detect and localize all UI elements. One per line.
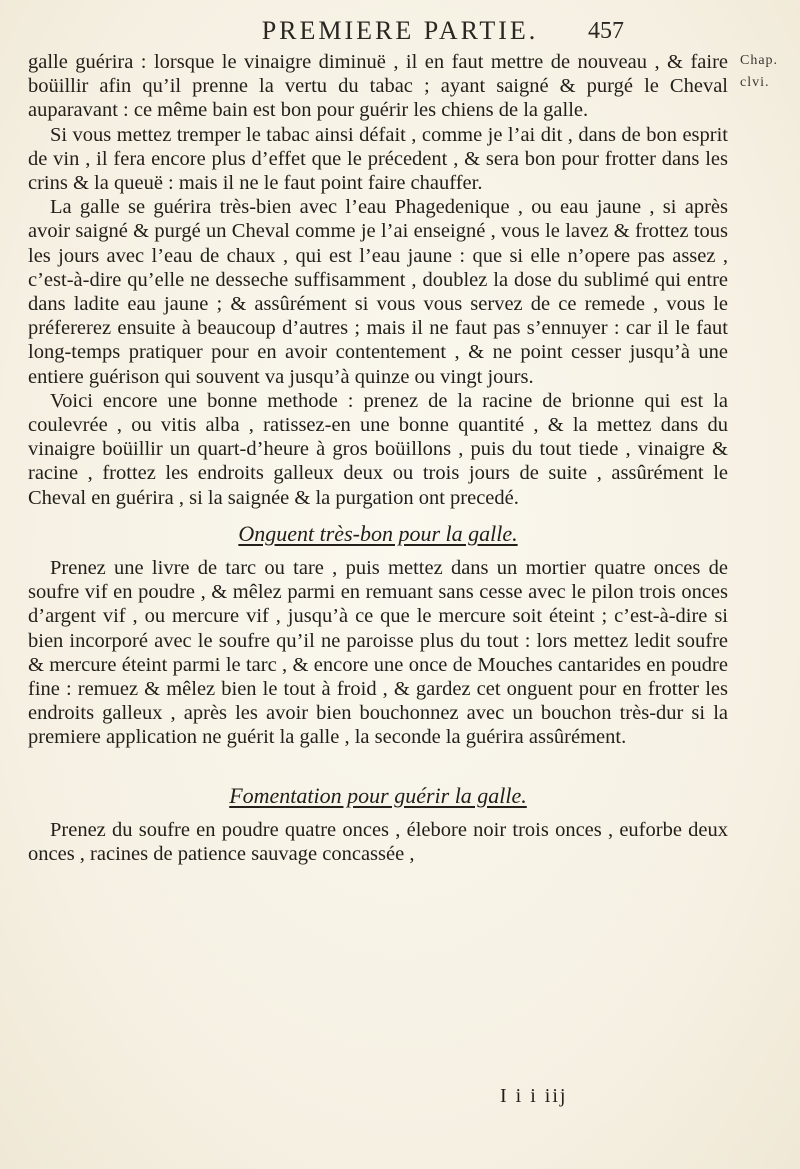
section-heading-fomentation <box>28 784 728 808</box>
running-title: PREMIERE PARTIE. <box>261 16 539 45</box>
margin-chapter-number: clvi. <box>740 75 770 90</box>
page-body <box>28 50 728 866</box>
section-spacer <box>28 750 728 772</box>
section-heading-fomentation-text: Fomentation pour guérir la galle. <box>229 782 527 808</box>
running-head <box>140 16 660 46</box>
paragraph-onguent: Prenez une livre de tarc ou tare , puis mettez dans un mortier quatre onces de soufre vif en poudre , & mêlez parmi en remuant sans cesse avec le pilon trois onces d’argent vif , ou mercure vif , jusqu’à ce que le mercure soit éteint ; c’est-à-dire si bien incorporé avec le soufre qu’il ne paroisse plus du tout : lors mettez ledit soufre & mercure éteint parmi le tarc , & encore une once de Mouches cantarides en poudre fine : remuez & mêlez bien le tout à froid , & gardez cet onguent pour en frotter les endroits galleux , après les avoir bien bouchonnez avec un bouchon très-dur si la premiere application ne guérit la galle , la seconde la guérira assûrément. <box>28 557 728 749</box>
signature-mark: I i i iij <box>500 1085 568 1107</box>
paragraph-racine-de-brionne: Voici encore une bonne methode : prenez de la racine de brionne qui est la coulevrée , ou vitis alba , ratissez-en une bonne quantité , & la mettez dans du vinaigre boüillir un quart-d’heure à gros boüillons , puis du tout tiede , vinaigre & racine , frottez les endroits galleux deux ou trois jours de suite , assûrément le Cheval en guérira , si la saignée & la purgation ont precedé. <box>28 389 728 509</box>
margin-chapter-note <box>740 50 778 94</box>
paragraph-fomentation: Prenez du soufre en poudre quatre onces , élebore noir trois onces , euforbe deux onces , racines de patience sauvage concassée , <box>28 818 728 866</box>
section-heading-onguent-text: Onguent très-bon pour la galle. <box>238 520 518 546</box>
paragraph-eau-phagedenique: La galle se guérira très-bien avec l’eau Phagedenique , ou eau jaune , si après avoir saigné & purgé un Cheval comme je l’ai enseigné , vous le lavez & frottez tous les jours avec l’eau de chaux , qui est l’eau jaune : que si elle n’opere pas assez , c’est-à-dire qu’elle ne desseche suffisamment , doublez la dose du sublimé qui entre dans ladite eau jaune ; & assûrément si vous vous servez de ce remede , vous le préfererez ensuite à beaucoup d’autres ; mais il ne faut pas s’ennuyer : car il le faut long-temps pratiquer pour en avoir contentement , & ne point cesser jusqu’à une entiere guérison qui souvent va jusqu’à quinze ou vingt jours. <box>28 196 728 388</box>
margin-chapter-label: Chap. <box>740 53 779 68</box>
paragraph-esprit-de-vin: Si vous mettez tremper le tabac ainsi défait , comme je l’ai dit , dans de bon esprit de vin , il fera encore plus d’effet que le précedent , & sera bon pour frotter dans les crins & la queuë : mais il ne le faut point faire chauffer. <box>28 123 728 195</box>
page-number: 457 <box>588 18 624 44</box>
paragraph-continuation: galle guérira : lorsque le vinaigre diminuë , il en faut mettre de nouveau , & faire boüillir afin qu’il prenne la vertu du tabac ; ayant saigné & purgé le Cheval auparavant : ce même bain est bon pour guérir les chiens de la galle. <box>28 51 728 122</box>
section-heading-onguent <box>28 522 728 546</box>
